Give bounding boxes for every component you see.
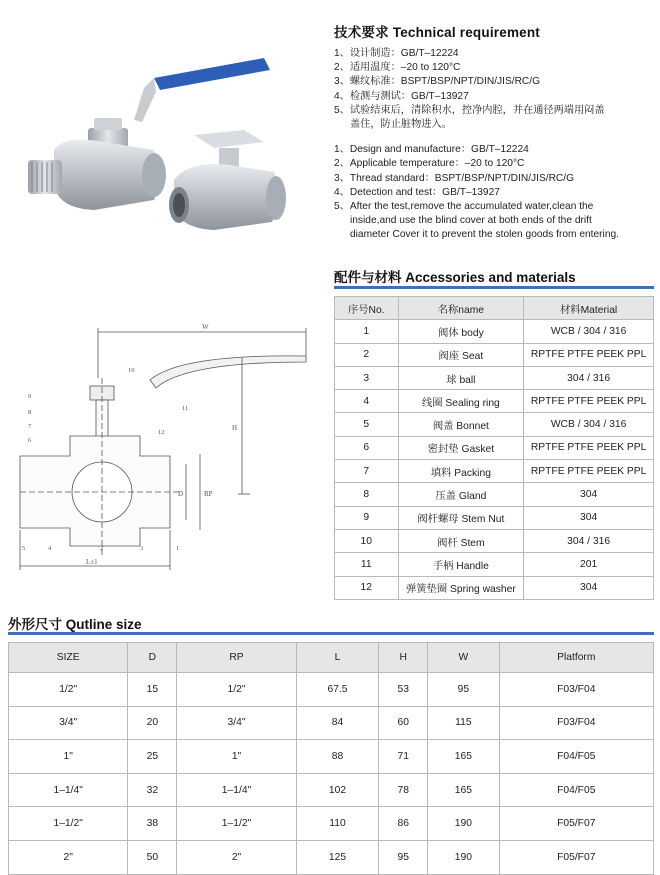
acc-name: 线圈 Sealing ring xyxy=(398,390,524,413)
out-w: 190 xyxy=(428,840,499,874)
out-header-w: W xyxy=(428,643,499,673)
req-en-3: 3、Thread standard：BSPT/BSP/NPT/DIN/JIS/RC/G xyxy=(334,172,575,184)
acc-no: 6 xyxy=(335,436,399,459)
out-h: 53 xyxy=(379,673,428,707)
out-l: 125 xyxy=(296,840,379,874)
table-row xyxy=(335,366,654,389)
dim-label-w: W xyxy=(202,323,209,331)
callout-1: 1 xyxy=(176,545,180,552)
acc-header-material: 材料Material xyxy=(524,297,654,320)
acc-no: 3 xyxy=(335,366,399,389)
table-row xyxy=(335,483,654,506)
out-l: 102 xyxy=(296,773,379,807)
req-zh-5: 5、试验结束后，清除积水，控净内腔，并在通径两端用闷盖 xyxy=(334,104,605,116)
table-row xyxy=(335,413,654,436)
table-row xyxy=(335,436,654,459)
table-row xyxy=(335,343,654,366)
out-rp: 1/2" xyxy=(177,673,296,707)
acc-material: RPTFE PTFE PEEK PPL xyxy=(524,460,654,483)
req-zh-1: 1、设计制造：GB/T–12224 xyxy=(334,48,459,59)
out-rp: 1–1/4" xyxy=(177,773,296,807)
acc-material: 304 / 316 xyxy=(524,366,654,389)
out-l: 84 xyxy=(296,706,379,740)
technical-requirement xyxy=(334,21,656,243)
callout-8: 8 xyxy=(28,409,32,416)
acc-material: RPTFE PTFE PEEK PPL xyxy=(524,390,654,413)
out-size: 2" xyxy=(9,840,128,874)
product-photo xyxy=(14,50,314,250)
acc-name: 阀杆 Stem xyxy=(398,529,524,552)
acc-header-name: 名称name xyxy=(398,297,524,320)
acc-name: 阀体 body xyxy=(398,320,524,343)
out-header-size: SIZE xyxy=(9,643,128,673)
out-header-h: H xyxy=(379,643,428,673)
acc-material: RPTFE PTFE PEEK PPL xyxy=(524,436,654,459)
table-row xyxy=(335,529,654,552)
outline-rule xyxy=(8,632,654,635)
accessories-rule xyxy=(334,286,654,289)
dim-label-d: D xyxy=(178,490,184,498)
out-l: 88 xyxy=(296,740,379,774)
out-h: 78 xyxy=(379,773,428,807)
out-rp: 1–1/2" xyxy=(177,807,296,841)
out-rp: 3/4" xyxy=(177,706,296,740)
acc-no: 8 xyxy=(335,483,399,506)
out-w: 115 xyxy=(428,706,499,740)
technical-title: 技术要求 Technical requirement xyxy=(334,25,540,40)
technical-drawing xyxy=(10,318,310,578)
out-h: 95 xyxy=(379,840,428,874)
valve-with-platform-image xyxy=(169,130,286,230)
table-row xyxy=(9,673,654,707)
acc-name: 弹簧垫圈 Spring washer xyxy=(398,576,524,599)
table-row xyxy=(335,506,654,529)
out-rp: 1" xyxy=(177,740,296,774)
acc-material: 304 xyxy=(524,576,654,599)
req-en-2: 2、Applicable temperature：–20 to 120°C xyxy=(334,158,525,170)
acc-name: 填料 Packing xyxy=(398,460,524,483)
acc-material: 304 / 316 xyxy=(524,529,654,552)
out-d: 20 xyxy=(128,706,177,740)
acc-name: 压盖 Gland xyxy=(398,483,524,506)
out-platform: F05/F07 xyxy=(499,840,653,874)
dim-label-l: L±1 xyxy=(86,558,98,566)
acc-no: 1 xyxy=(335,320,399,343)
out-w: 190 xyxy=(428,807,499,841)
acc-material: 201 xyxy=(524,553,654,576)
out-header-platform: Platform xyxy=(499,643,653,673)
callout-12: 12 xyxy=(158,429,165,436)
callout-7: 7 xyxy=(28,423,32,430)
table-row xyxy=(335,460,654,483)
out-platform: F03/F04 xyxy=(499,706,653,740)
table-row xyxy=(9,773,654,807)
acc-material: 304 xyxy=(524,506,654,529)
accessories-table xyxy=(334,296,654,600)
out-platform: F05/F07 xyxy=(499,807,653,841)
table-row xyxy=(9,807,654,841)
table-row xyxy=(9,840,654,874)
outline-title: 外形尺寸 Qutline size xyxy=(8,617,142,632)
out-h: 86 xyxy=(379,807,428,841)
out-size: 1/2" xyxy=(9,673,128,707)
acc-no: 9 xyxy=(335,506,399,529)
req-en-5: 5、After the test,remove the accumulated water,clean the xyxy=(334,201,594,213)
acc-name: 球 ball xyxy=(398,366,524,389)
out-w: 165 xyxy=(428,740,499,774)
accessories-title: 配件与材料 Accessories and materials xyxy=(334,270,576,285)
out-platform: F03/F04 xyxy=(499,673,653,707)
table-row xyxy=(9,706,654,740)
out-size: 1–1/2" xyxy=(9,807,128,841)
out-platform: F04/F05 xyxy=(499,740,653,774)
out-d: 50 xyxy=(128,840,177,874)
acc-material: RPTFE PTFE PEEK PPL xyxy=(524,343,654,366)
acc-no: 11 xyxy=(335,553,399,576)
out-d: 32 xyxy=(128,773,177,807)
acc-no: 7 xyxy=(335,460,399,483)
acc-name: 密封垫 Gasket xyxy=(398,436,524,459)
acc-name: 手柄 Handle xyxy=(398,553,524,576)
acc-no: 10 xyxy=(335,529,399,552)
req-zh-2: 2、适用温度：–20 to 120°C xyxy=(334,62,461,74)
acc-material: WCB / 304 / 316 xyxy=(524,413,654,436)
req-zh-3: 3、螺纹标准：BSPT/BSP/NPT/DIN/JIS/RC/G xyxy=(334,76,541,88)
req-en-5-cont-1: inside,and use the blind cover at both ends of the drift xyxy=(350,215,592,227)
out-rp: 2" xyxy=(177,840,296,874)
out-d: 38 xyxy=(128,807,177,841)
acc-name: 阀座 Seat xyxy=(398,343,524,366)
callout-5: 5 xyxy=(22,545,26,552)
acc-no: 4 xyxy=(335,390,399,413)
out-l: 67.5 xyxy=(296,673,379,707)
callout-6: 6 xyxy=(28,437,32,444)
dim-label-rp: RP xyxy=(204,490,213,498)
out-size: 1" xyxy=(9,740,128,774)
out-header-rp: RP xyxy=(177,643,296,673)
out-h: 60 xyxy=(379,706,428,740)
callout-2: 2 xyxy=(100,545,104,552)
out-w: 95 xyxy=(428,673,499,707)
out-header-l: L xyxy=(296,643,379,673)
out-h: 71 xyxy=(379,740,428,774)
acc-no: 5 xyxy=(335,413,399,436)
acc-name: 阀盖 Bonnet xyxy=(398,413,524,436)
callout-9: 9 xyxy=(28,393,32,400)
acc-name: 阀杆螺母 Stem Nut xyxy=(398,506,524,529)
out-w: 165 xyxy=(428,773,499,807)
out-size: 1–1/4" xyxy=(9,773,128,807)
out-l: 110 xyxy=(296,807,379,841)
table-row xyxy=(335,553,654,576)
accessories-header-row xyxy=(335,297,654,320)
table-row xyxy=(335,390,654,413)
req-en-4: 4、Detection and test：GB/T–13927 xyxy=(334,186,500,198)
req-zh-5-cont: 盖住，防止脏物进入。 xyxy=(350,119,452,131)
callout-4: 4 xyxy=(48,545,52,552)
acc-material: WCB / 304 / 316 xyxy=(524,320,654,343)
acc-material: 304 xyxy=(524,483,654,506)
req-en-5-cont-2: diameter Cover it to prevent the stolen goods from entering. xyxy=(350,229,619,241)
table-row xyxy=(335,576,654,599)
out-d: 15 xyxy=(128,673,177,707)
acc-no: 12 xyxy=(335,576,399,599)
outline-table xyxy=(8,642,654,875)
outline-header-row xyxy=(9,643,654,673)
out-size: 3/4" xyxy=(9,706,128,740)
req-en-1: 1、Design and manufacture：GB/T–12224 xyxy=(334,144,529,156)
callout-10: 10 xyxy=(128,367,135,374)
req-zh-4: 4、检测与测试：GB/T–13927 xyxy=(334,90,469,102)
out-platform: F04/F05 xyxy=(499,773,653,807)
callout-11: 11 xyxy=(182,405,189,412)
table-row xyxy=(335,320,654,343)
table-row xyxy=(9,740,654,774)
out-header-d: D xyxy=(128,643,177,673)
out-d: 25 xyxy=(128,740,177,774)
acc-no: 2 xyxy=(335,343,399,366)
dim-label-h: H xyxy=(232,424,238,432)
acc-header-no: 序号No. xyxy=(335,297,399,320)
callout-3: 3 xyxy=(140,545,144,552)
